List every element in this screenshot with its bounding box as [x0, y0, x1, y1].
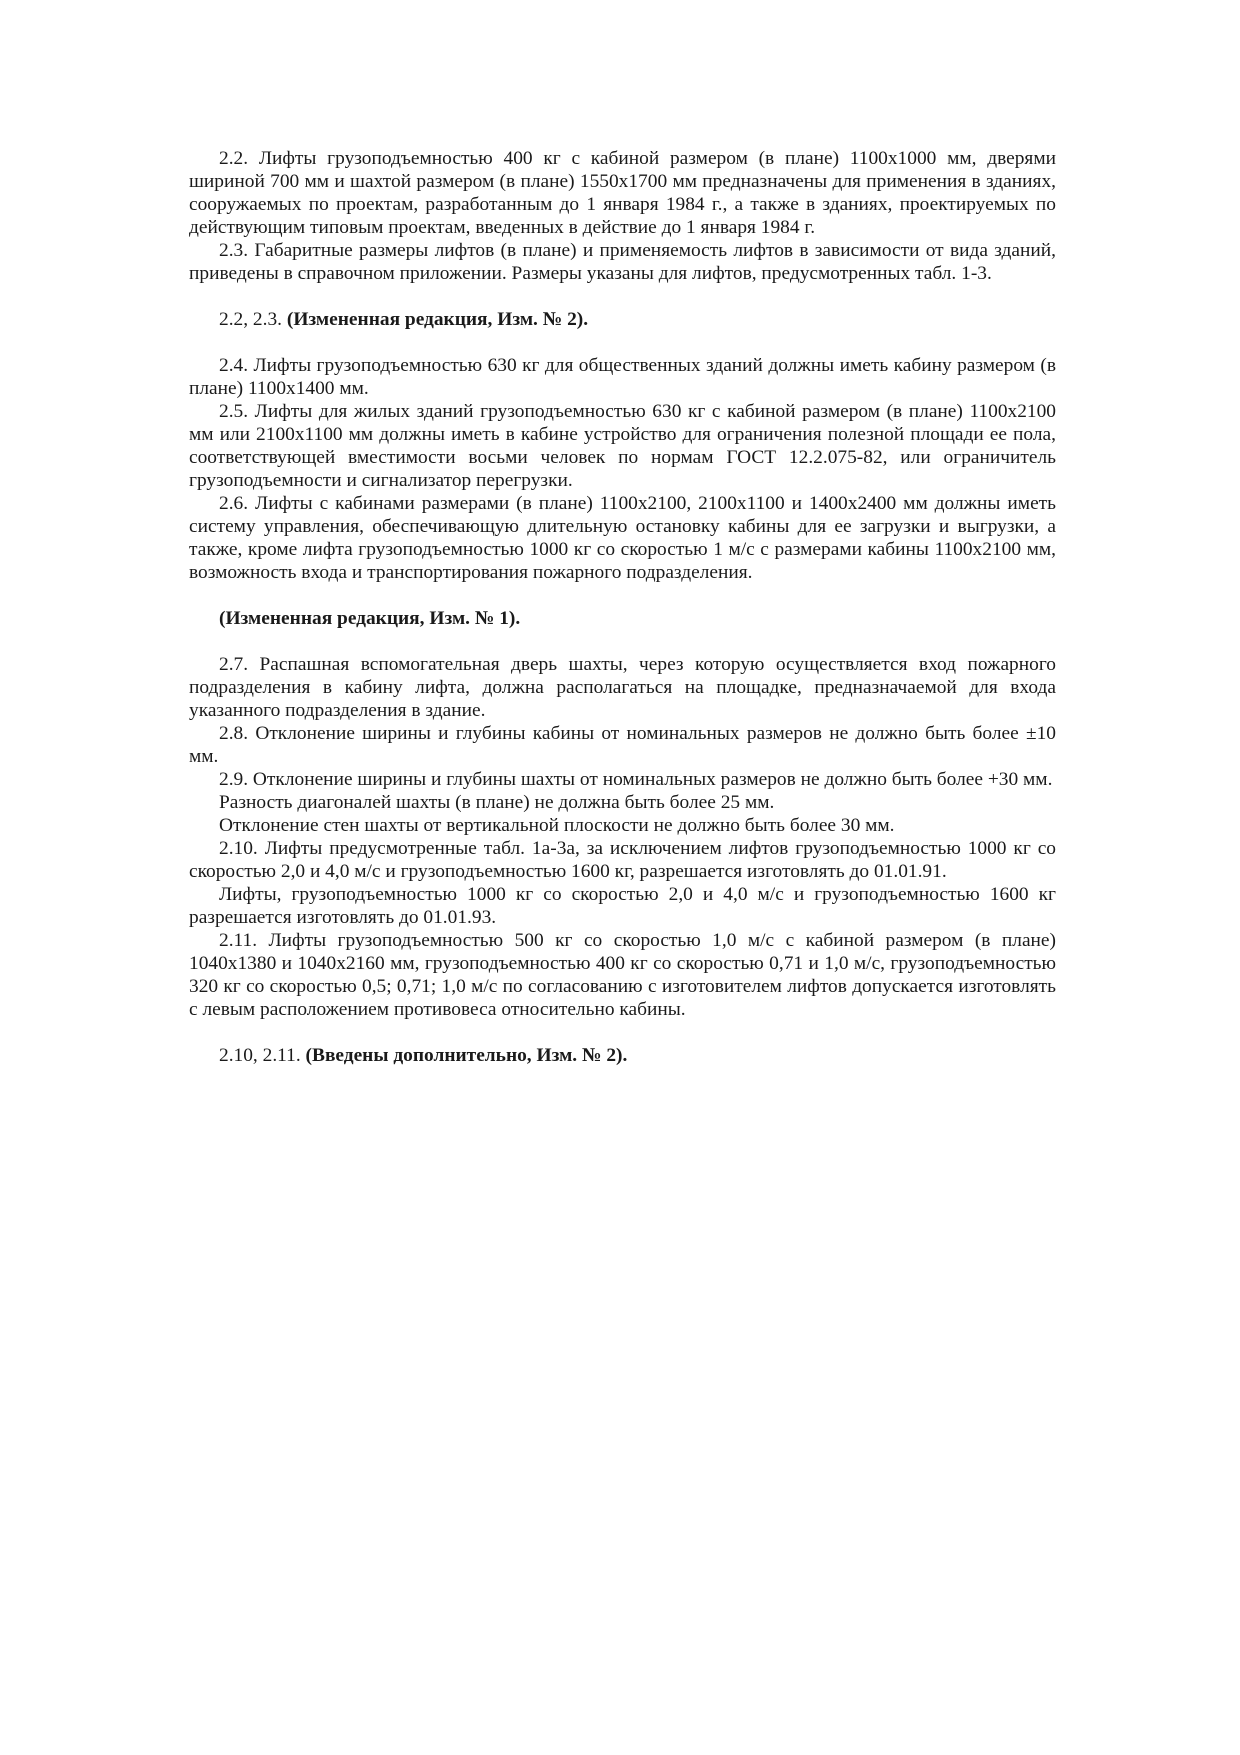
paragraph-2-11: 2.11. Лифты грузоподъемностью 500 кг со скоростью 1,0 м/с с кабиной размером (в плане) 1040х1380 и 1040х2160 мм, грузоподъемностью 400 кг со скоростью 0,71 и 1,0 м/с, грузоподъемностью 320 кг со скоростью 0,5; 0,71; 1,0 м/с по согласованию с изготовителем лифтов допускается изготовлять с левым расположением противовеса относительно кабины. — [189, 930, 1056, 1020]
amendment-note-bold: (Введены дополнительно, Изм. № 2). — [305, 1045, 628, 1066]
paragraph-2-4: 2.4. Лифты грузоподъемностью 630 кг для общественных зданий должны иметь кабину размером (в плане) 1100х1400 мм. — [189, 355, 1056, 399]
paragraph-2-6: 2.6. Лифты с кабинами размерами (в плане) 1100х2100, 2100х1100 и 1400х2400 мм должны иметь систему управления, обеспечивающую длительную остановку кабины для ее загрузки и выгрузки, а также, кроме лифта грузоподъемностью 1000 кг со скоростью 1 м/с с размерами кабины 1100х2100 мм, возможность входа и транспортирования пожарного подразделения. — [189, 493, 1056, 583]
paragraph-2-10-continued: Лифты, грузоподъемностью 1000 кг со скоростью 2,0 и 4,0 м/с и грузоподъемностью 1600 кг разрешается изготовлять до 01.01.93. — [189, 884, 1056, 928]
paragraph-2-8: 2.8. Отклонение ширины и глубины кабины от номинальных размеров не должно быть более ±10 мм. — [189, 723, 1056, 767]
paragraph-2-2: 2.2. Лифты грузоподъемностью 400 кг с кабиной размером (в плане) 1100х1000 мм, дверями шириной 700 мм и шахтой размером (в плане) 1550х1700 мм предназначены для применения в зданиях, сооружаемых по проектам, разработанным до 1 января 1984 г., а также в зданиях, проектируемых по действующим типовым проектам, введенных в действие до 1 января 1984 г. — [189, 148, 1056, 238]
document-page — [189, 147, 1056, 1067]
paragraph-2-5: 2.5. Лифты для жилых зданий грузоподъемностью 630 кг с кабиной размером (в плане) 1100х2100 мм или 2100х1100 мм должны иметь в кабине устройство для ограничения полезной площади ее пола, соответствующей вместимости восьми человек по нормам ГОСТ 12.2.075-82, или ограничитель грузоподъемности и сигнализатор перегрузки. — [189, 401, 1056, 491]
amendment-note-1 — [189, 607, 1056, 630]
amendment-note-2-2-2-3 — [189, 308, 1056, 331]
amendment-note-2-10-2-11 — [189, 1044, 1056, 1067]
amendment-note-bold: (Измененная редакция, Изм. № 1). — [219, 608, 521, 629]
paragraph-2-7: 2.7. Распашная вспомогательная дверь шахты, через которую осуществляется вход пожарного подразделения в кабину лифта, должна располагаться на площадке, предназначаемой для входа указанного подразделения в здание. — [189, 654, 1056, 721]
amendment-note-prefix: 2.2, 2.3. — [219, 309, 287, 330]
amendment-note-prefix: 2.10, 2.11. — [219, 1045, 306, 1066]
amendment-note-bold: (Измененная редакция, Изм. № 2). — [286, 309, 589, 330]
paragraph-2-9-diagonals: Разность диагоналей шахты (в плане) не должна быть более 25 мм. — [219, 792, 775, 813]
paragraph-2-10: 2.10. Лифты предусмотренные табл. 1а-3а, за исключением лифтов грузоподъемностью 1000 кг со скоростью 2,0 и 4,0 м/с и грузоподъемностью 1600 кг, разрешается изготовлять до 01.01.91. — [189, 838, 1056, 882]
paragraph-2-3: 2.3. Габаритные размеры лифтов (в плане) и применяемость лифтов в зависимости от вида зданий, приведены в справочном приложении. Размеры указаны для лифтов, предусмотренных табл. 1-3. — [189, 240, 1056, 284]
paragraph-2-9-walls: Отклонение стен шахты от вертикальной плоскости не должно быть более 30 мм. — [219, 815, 895, 836]
paragraph-2-9: 2.9. Отклонение ширины и глубины шахты от номинальных размеров не должно быть более +30 мм. — [219, 769, 1053, 790]
